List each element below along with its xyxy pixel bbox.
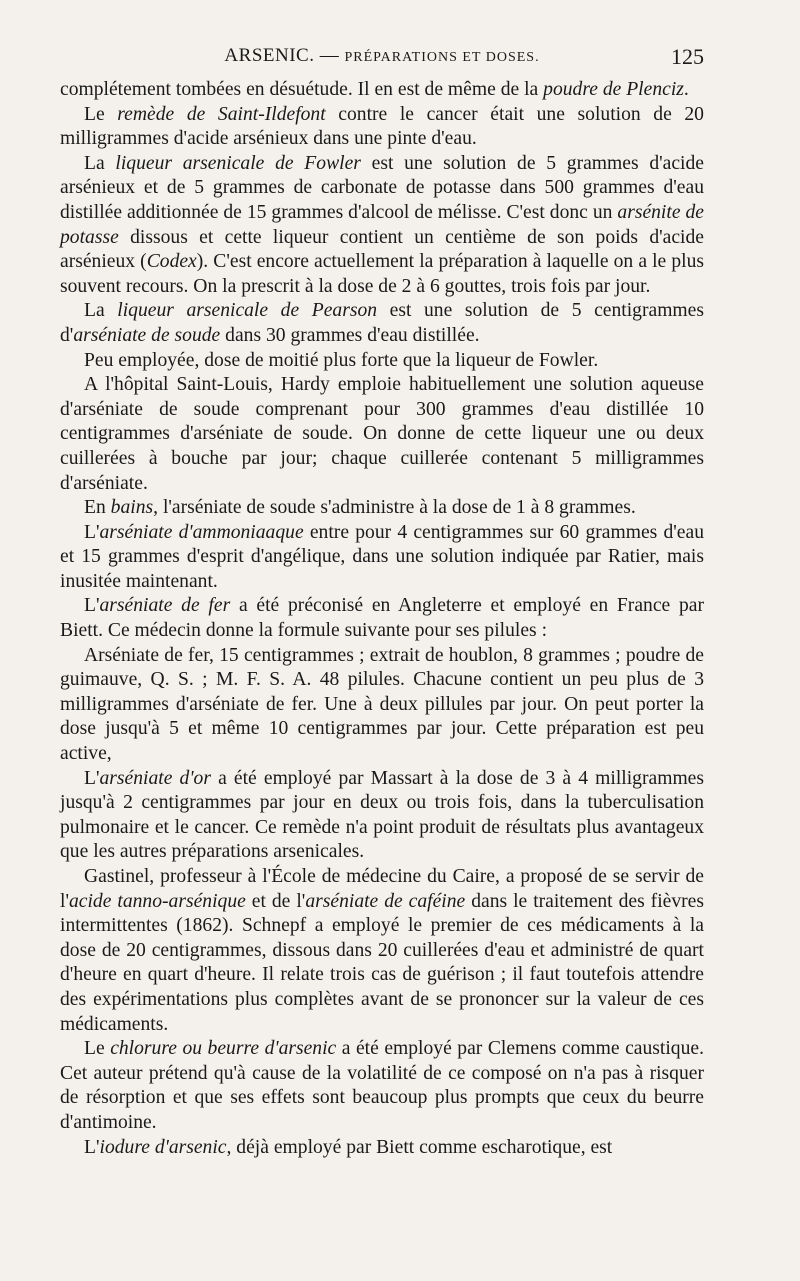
paragraph: En bains, l'arséniate de soude s'administre à la dose de 1 à 8 grammes. bbox=[84, 497, 636, 519]
paragraph: L'arséniate d'ammoniaaque entre pour 4 centigrammes sur 60 grammes d'eau et 15 grammes d'esprit d'angélique, dans une solution indiquée par Ratier, mais inusitée maintenant. bbox=[60, 521, 704, 592]
header-chapter: ARSENIC. bbox=[224, 45, 315, 66]
body-text bbox=[60, 78, 704, 1160]
paragraph: Le remède de Saint-Ildefont contre le cancer était une solution de 20 milligrammes d'acide arsénieux dans une pinte d'eau. bbox=[60, 103, 704, 150]
paragraph: complétement tombées en désuétude. Il en est de même de la poudre de Plenciz. bbox=[60, 79, 689, 100]
header-title bbox=[60, 45, 704, 67]
header-subtitle: PRÉPARATIONS ET DOSES. bbox=[344, 50, 540, 65]
paragraph: Le chlorure ou beurre d'arsenic a été employé par Clemens comme caustique. Cet auteur prétend qu'à cause de la volatilité de ce composé on n'a pas à risquer de résorption et que ses effets sont beaucoup plus prompts que ceux du beurre d'antimoine. bbox=[60, 1038, 704, 1133]
paragraph: L'arséniate de fer a été préconisé en Angleterre et employé en France par Biett. Ce médecin donne la formule suivante pour ses pilules : bbox=[60, 595, 704, 642]
paragraph: La liqueur arsenicale de Fowler est une solution de 5 grammes d'acide arsénieux et de 5 grammes de carbonate de potasse dans 500 grammes d'eau distillée additionnée de 15 grammes d'alcool de mélisse. C'est donc un arsénite de potasse dissous et cette liqueur contient un centième de son poids d'acide arsénieux (Codex). C'est encore actuellement la préparation à laquelle on a le plus souvent recours. On la prescrit à la dose de 2 à 6 gouttes, trois fois par jour. bbox=[60, 152, 705, 297]
paragraph: Arséniate de fer, 15 centigrammes ; extrait de houblon, 8 grammes ; poudre de guimauve, Q. S. ; M. F. S. A. 48 pilules. Chacune contient un peu plus de 3 milligrammes d'arséniate de fer. Une à deux pillules par jour. On peut porter la dose jusqu'à 5 et même 10 centigrammes par jour. Cette préparation est peu active, bbox=[60, 644, 704, 765]
paragraph: L'iodure d'arsenic, déjà employé par Biett comme escharotique, est bbox=[84, 1136, 613, 1158]
paragraph: L'arséniate d'or a été employé par Massart à la dose de 3 à 4 milligrammes jusqu'à 2 centigrammes par jour en deux ou trois fois, dans la tuberculisation pulmonaire et le cancer. Ce remède n'a point produit de résultats plus avantageux que les autres préparations arsenicales. bbox=[60, 767, 705, 863]
running-header bbox=[60, 40, 704, 78]
page-number: 125 bbox=[671, 44, 704, 69]
paragraph: Peu employée, dose de moitié plus forte que la liqueur de Fowler. bbox=[84, 349, 599, 371]
header-separator: — bbox=[319, 45, 340, 66]
paragraph: Gastinel, professeur à l'École de médecine du Caire, a proposé de se servir de l'acide tanno-arsénique et de l'arséniate de caféine dans le traitement des fièvres intermittentes (1862). Schnepf a employé le premier de ces médicaments à la dose de 20 centigrammes, dissous dans 20 cuillerées d'eau et administré de quart d'heure en quart d'heure. Il relate trois cas de guérison ; il faut toutefois attendre des expérimentations plus complètes avant de se prononcer sur la valeur de ces médicaments. bbox=[60, 866, 704, 1035]
paragraph: A l'hôpital Saint-Louis, Hardy emploie habituellement une solution aqueuse d'arséniate de soude comprenant pour 300 grammes d'eau distillée 10 centigrammes d'arséniate de soude. On donne de cette liqueur une ou deux cuillerées à bouche par jour; chaque cuillerée contenant 5 milligrammes d'arséniate. bbox=[60, 374, 704, 494]
paragraph: La liqueur arsenicale de Pearson est une solution de 5 centigrammes d'arséniate de soude dans 30 grammes d'eau distillée. bbox=[60, 300, 704, 346]
